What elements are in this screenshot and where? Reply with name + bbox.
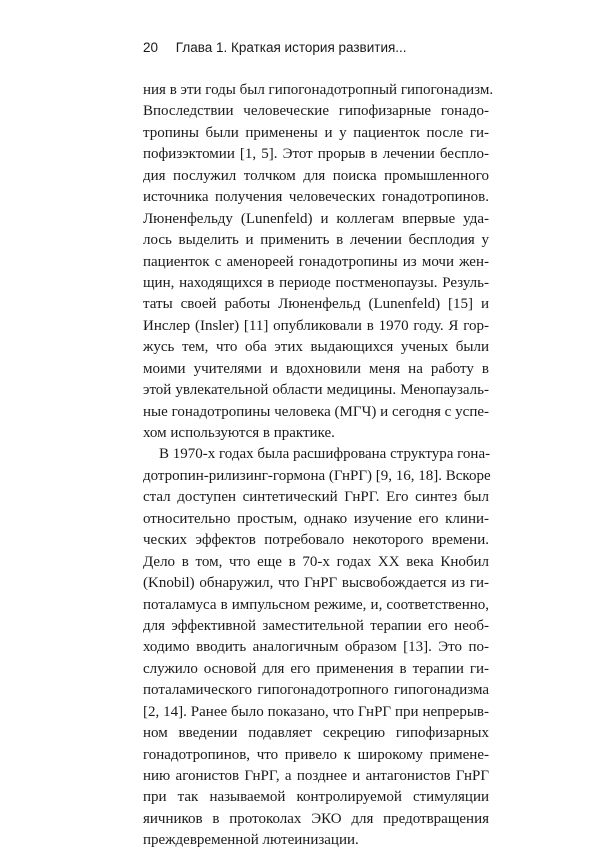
paragraph — [143, 444, 489, 851]
text-line: хом используются в практике. — [143, 425, 335, 441]
text-line: ния в эти годы был гипогонадотропный гипогонадизм. — [143, 82, 494, 98]
body-text — [143, 80, 494, 852]
text-line: яичников в протоколах ЭКО для предотвращения — [143, 810, 489, 827]
text-line: таты своей работы Люненфельд (Lunenfeld) [15] и — [143, 296, 489, 313]
text-line: ные гонадотропины человека (МГЧ) и сегодня с успе- — [143, 403, 489, 420]
text-line: относительно простым, однако изучение его клини- — [143, 510, 489, 527]
paragraph — [143, 80, 494, 444]
text-line: Впоследствии человеческие гипофизарные гонадо- — [143, 103, 489, 120]
text-line: этой увлекательной области медицины. Менопаузаль- — [143, 382, 489, 399]
text-line: при так называемой контролируемой стимуляции — [143, 789, 489, 806]
text-line: гонадотропинов, что привело к широкому примене- — [143, 746, 489, 763]
chapter-title: Глава 1. Краткая история развития... — [175, 40, 407, 55]
text-line: ческих эффектов потребовало некоторого времени. — [143, 532, 489, 549]
text-line: преждевременной лютеинизации. — [143, 832, 359, 849]
text-line: источника получения человеческих гонадотропинов. — [143, 189, 489, 206]
text-line: ходимо вводить аналогичным образом [13]. Это по- — [143, 639, 489, 656]
text-line: для эффективной заместительной терапии его необ- — [143, 617, 489, 634]
text-line: дотропин-рилизинг-гормона (ГнРГ) [9, 16, 18]. Вскоре — [143, 467, 491, 484]
text-line: поталамуса в импульсном режиме, и, соответственно, — [143, 596, 489, 613]
text-line: поталамического гипогонадотропного гипогонадизма — [143, 682, 489, 699]
text-line: В 1970-х годах была расшифрована структура гона- — [159, 446, 491, 463]
running-header — [143, 40, 407, 55]
text-line: дия послужил толчком для поиска промышленного — [143, 167, 489, 184]
text-line: Люненфельду (Lunenfeld) и коллегам впервые уда- — [143, 210, 489, 227]
text-line: Инслер (Insler) [11] опубликовали в 1970 году. Я гор- — [143, 317, 489, 334]
text-line: тропины были применены и у пациенток после ги- — [143, 124, 489, 141]
text-line: пофизэктомии [1, 5]. Этот прорыв в лечении беспло- — [143, 146, 489, 163]
text-line: (Knobil) обнаружил, что ГнРГ высвобождается из ги- — [143, 575, 489, 592]
text-line: пациенток с аменореей гонадотропины из мочи жен- — [143, 253, 489, 270]
text-line: щин, находящихся в периоде постменопаузы. Резуль- — [143, 274, 489, 291]
text-line: жусь тем, что оба этих выдающихся ученых были — [143, 339, 489, 356]
text-line: ном введении подавляет секрецию гипофизарных — [143, 725, 489, 742]
text-line: Дело в том, что еще в 70-х годах XX века Кнобил — [143, 553, 489, 570]
page-number: 20 — [143, 40, 159, 55]
text-line: служило основой для его применения в терапии ги- — [143, 660, 489, 677]
text-line: стал доступен синтетический ГнРГ. Его синтез был — [143, 489, 489, 506]
text-line: моими учителями и вдохновили меня на работу в — [143, 360, 489, 377]
text-line: лось выделить и применить в лечении бесплодия у — [143, 232, 489, 249]
text-line: [2, 14]. Ранее было показано, что ГнРГ при непрерыв- — [143, 703, 489, 720]
text-line: нию агонистов ГнРГ, а позднее и антагонистов ГнРГ — [143, 768, 489, 784]
